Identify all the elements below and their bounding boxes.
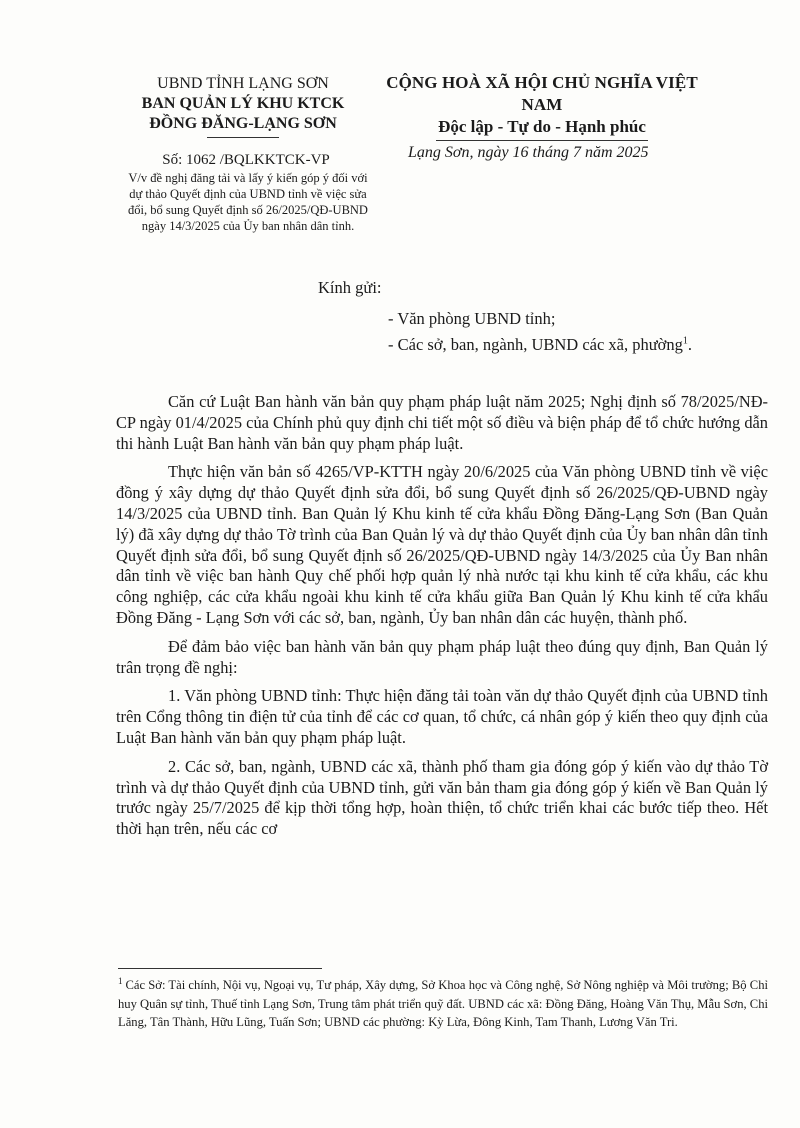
body-paragraph: 1. Văn phòng UBND tỉnh: Thực hiện đăng tải toàn văn dự thảo Quyết định của UBND tỉnh trên Cổng thông tin điện tử của tỉnh để các cơ quan, tổ chức, cá nhân góp ý kiến theo quy định của Luật Ban hành văn bản quy phạm pháp luật. [116, 686, 768, 747]
recipient-item: - Văn phòng UBND tỉnh; [388, 309, 556, 328]
place-and-date: Lạng Sơn, ngày 16 tháng 7 năm 2025 [408, 144, 649, 161]
body-paragraph: 2. Các sở, ban, ngành, UBND các xã, thành phố tham gia đóng góp ý kiến vào dự thảo Tờ trình và dự thảo Quyết định của UBND tỉnh, gửi văn bản tham gia đóng góp ý kiến về Ban Quản lý trước ngày 25/7/2025 để kịp thời tổng hợp, hoàn thiện, tổ chức triển khai các bước tiếp theo. Hết thời hạn trên, nếu các cơ [116, 756, 768, 839]
agency-name-line2: ĐỒNG ĐĂNG-LẠNG SƠN [149, 115, 337, 132]
footnote-reference: 1 [682, 335, 688, 347]
header-right-underline [436, 140, 648, 141]
document-number: Số: 1062 /BQLKKTCK-VP [162, 152, 330, 168]
footnote-text: Các Sở: Tài chính, Nội vụ, Ngoại vụ, Tư pháp, Xây dựng, Sở Khoa học và Công nghệ, Sở Nông nghiệp và Môi trường; Bộ Chỉ huy Quân sự tỉnh, Thuế tỉnh Lạng Sơn, Trung tâm phát triển quỹ đất. UBND các xã: Đồng Đăng, Hoàng Văn Thụ, Mẫu Sơn, Chi Lăng, Tân Thành, Hữu Lũng, Tuấn Sơn; UBND các phường: Kỳ Lừa, Đông Kinh, Tam Thanh, Lương Văn Tri. [118, 978, 768, 1029]
footnote-mark: 1 [118, 975, 123, 986]
recipient-end: . [687, 335, 693, 354]
agency-name-line1: BAN QUẢN LÝ KHU KTCK [141, 95, 345, 112]
letter-body [116, 392, 768, 848]
body-paragraph: Thực hiện văn bản số 4265/VP-KTTH ngày 20/6/2025 của Văn phòng UBND tỉnh về việc đồng ý xây dựng dự thảo Quyết định sửa đổi, bổ sung Quyết định số 26/2025/QĐ-UBND ngày 14/3/2025 của UBND tỉnh. Ban Quản lý Khu kinh tế cửa khẩu Đồng Đăng-Lạng Sơn (Ban Quản lý) đã xây dựng dự thảo Tờ trình của Ban Quản lý và dự thảo Quyết định của Ủy ban nhân dân tỉnh Quyết định sửa đổi, bổ sung Quyết định số 26/2025/QĐ-UBND ngày 14/3/2025 của Ủy Ban nhân dân tỉnh về việc ban hành Quy chế phối hợp quản lý nhà nước tại khu kinh tế cửa khẩu, các khu công nghiệp, các cửa khẩu ngoài khu kinh tế cửa khẩu giữa Ban Quản lý Khu kinh tế cửa khẩu Đồng Đăng - Lạng Sơn với các sở, ban, ngành, Ủy ban nhân dân các huyện, thành phố. [116, 462, 768, 627]
national-motto-header [384, 72, 700, 141]
country-name: CỘNG HOÀ XÃ HỘI CHỦ NGHĨA VIỆT NAM [386, 73, 698, 114]
recipient-text: - Các sở, ban, ngành, UBND các xã, phường [388, 335, 683, 354]
national-motto: Độc lập - Tự do - Hạnh phúc [438, 117, 646, 136]
header-left-underline [207, 137, 279, 138]
salutation: Kính gửi: [318, 278, 382, 297]
footnote-divider [118, 968, 322, 969]
province-committee-name: UBND TỈNH LẠNG SƠN [157, 75, 329, 92]
body-paragraph: Để đảm bảo việc ban hành văn bản quy phạm pháp luật theo đúng quy định, Ban Quản lý trân trọng đề nghị: [116, 636, 768, 677]
recipient-item [388, 332, 768, 358]
recipient-list [388, 306, 768, 358]
body-paragraph: Căn cứ Luật Ban hành văn bản quy phạm pháp luật năm 2025; Nghị định số 78/2025/NĐ-CP ngày 01/4/2025 của Chính phủ quy định chi tiết một số điều và biện pháp để tổ chức hướng dẫn thi hành Luật Ban hành văn bản quy phạm pháp luật. [116, 392, 768, 453]
document-subject: V/v đề nghị đăng tải và lấy ý kiến góp ý đối với dự thảo Quyết định của UBND tỉnh về việc sửa đổi, bổ sung Quyết định số 26/2025/QĐ-UBND ngày 14/3/2025 của Ủy ban nhân dân tỉnh. [128, 171, 368, 233]
footnote [118, 976, 768, 1032]
issuing-agency-header [118, 74, 368, 138]
